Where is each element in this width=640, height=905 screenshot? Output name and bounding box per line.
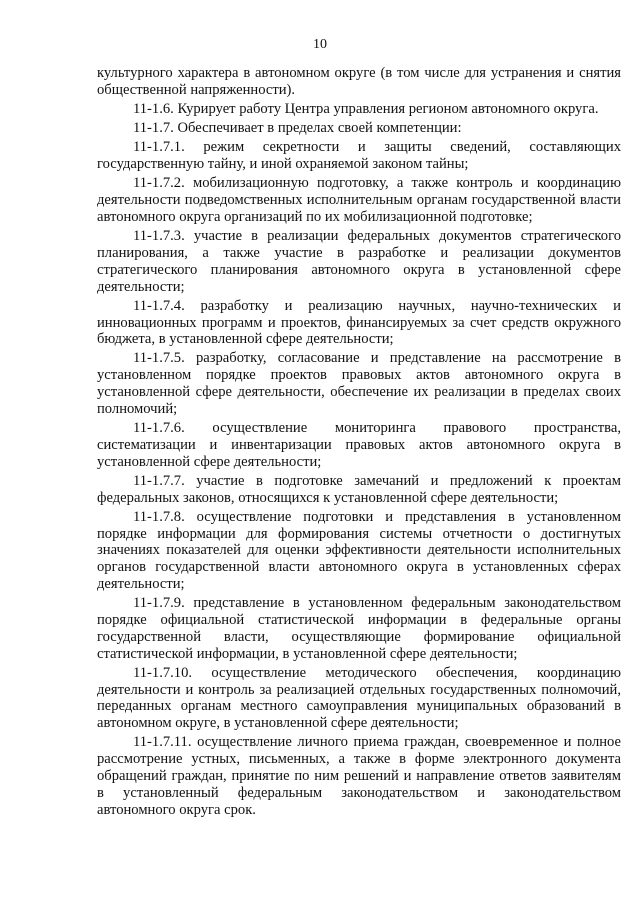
paragraph-11-1-7-4: 11-1.7.4. разработку и реализацию научных, научно-технических и инновационных программ и проектов, финансируемых за счет средств окружного бюджета, в установленной сфере деятельности;: [97, 297, 621, 348]
paragraph-11-1-7-3: 11-1.7.3. участие в реализации федеральных документов стратегического планирования, а также участие в разработке и реализации документов стратегического планирования автономного округа в установленной сфере деятельности;: [97, 228, 621, 295]
paragraph-11-1-7-10: 11-1.7.10. осуществление методического обеспечения, координацию деятельности и контроль за реализацией отдельных государственных полномочий, переданных органам местного самоуправления муниципальных образований в автономном округе, в установленной сфере деятельности;: [97, 664, 621, 732]
paragraph-11-1-6: 11-1.6. Курирует работу Центра управления регионом автономного округа.: [133, 100, 599, 117]
paragraph-11-1-7-11: 11-1.7.11. осуществление личного приема граждан, своевременное и полное рассмотрение устных, письменных, а также в форме электронного документа обращений граждан, принятие по ним решений и направление ответов заявителям в установленный федеральным законодательством и законодательством автономного округа срок.: [97, 734, 621, 818]
paragraph-continuation: культурного характера в автономном округе (в том числе для устранения и снятия общественной напряженности).: [97, 65, 621, 98]
paragraph-11-1-7-7: 11-1.7.7. участие в подготовке замечаний и предложений к проектам федеральных законов, относящихся к установленной сфере деятельности;: [97, 472, 621, 506]
paragraph-11-1-7-5: 11-1.7.5. разработку, согласование и представление на рассмотрение в установленном порядке проектов правовых актов автономного округа в установленной сфере деятельности, обеспечение их реализации в пределах своих полномочий;: [97, 350, 621, 417]
paragraph-11-1-7-8: 11-1.7.8. осуществление подготовки и представления в установленном порядке информации для формирования системы отчетности о достигнутых значениях показателей для оценки эффективности деятельности исполнительных органов государственной власти автономного округа в установленных сферах деятельности;: [97, 508, 621, 593]
paragraph-11-1-7-6: 11-1.7.6. осуществление мониторинга правового пространства, систематизации и инвентаризации правовых актов автономного округа в установленной сфере деятельности;: [97, 420, 621, 470]
paragraph-11-1-7-2: 11-1.7.2. мобилизационную подготовку, а также контроль и координацию деятельности подведомственных исполнительным органам государственной власти автономного округа организаций по их мобилизационной подготовке;: [97, 175, 621, 225]
paragraph-11-1-7: 11-1.7. Обеспечивает в пределах своей компетенции:: [133, 120, 462, 137]
paragraph-11-1-7-9: 11-1.7.9. представление в установленном федеральным законодательством порядке официальной статистической информации в федеральные органы государственной власти, осуществляющие формирование официальной статистической информации, в установленной сфере деятельности;: [97, 595, 621, 662]
document-body: [97, 65, 621, 821]
page-number: 10: [313, 37, 327, 52]
paragraph-11-1-7-1: 11-1.7.1. режим секретности и защиты сведений, составляющих государственную тайну, и иной охраняемой законом тайны;: [97, 139, 621, 173]
